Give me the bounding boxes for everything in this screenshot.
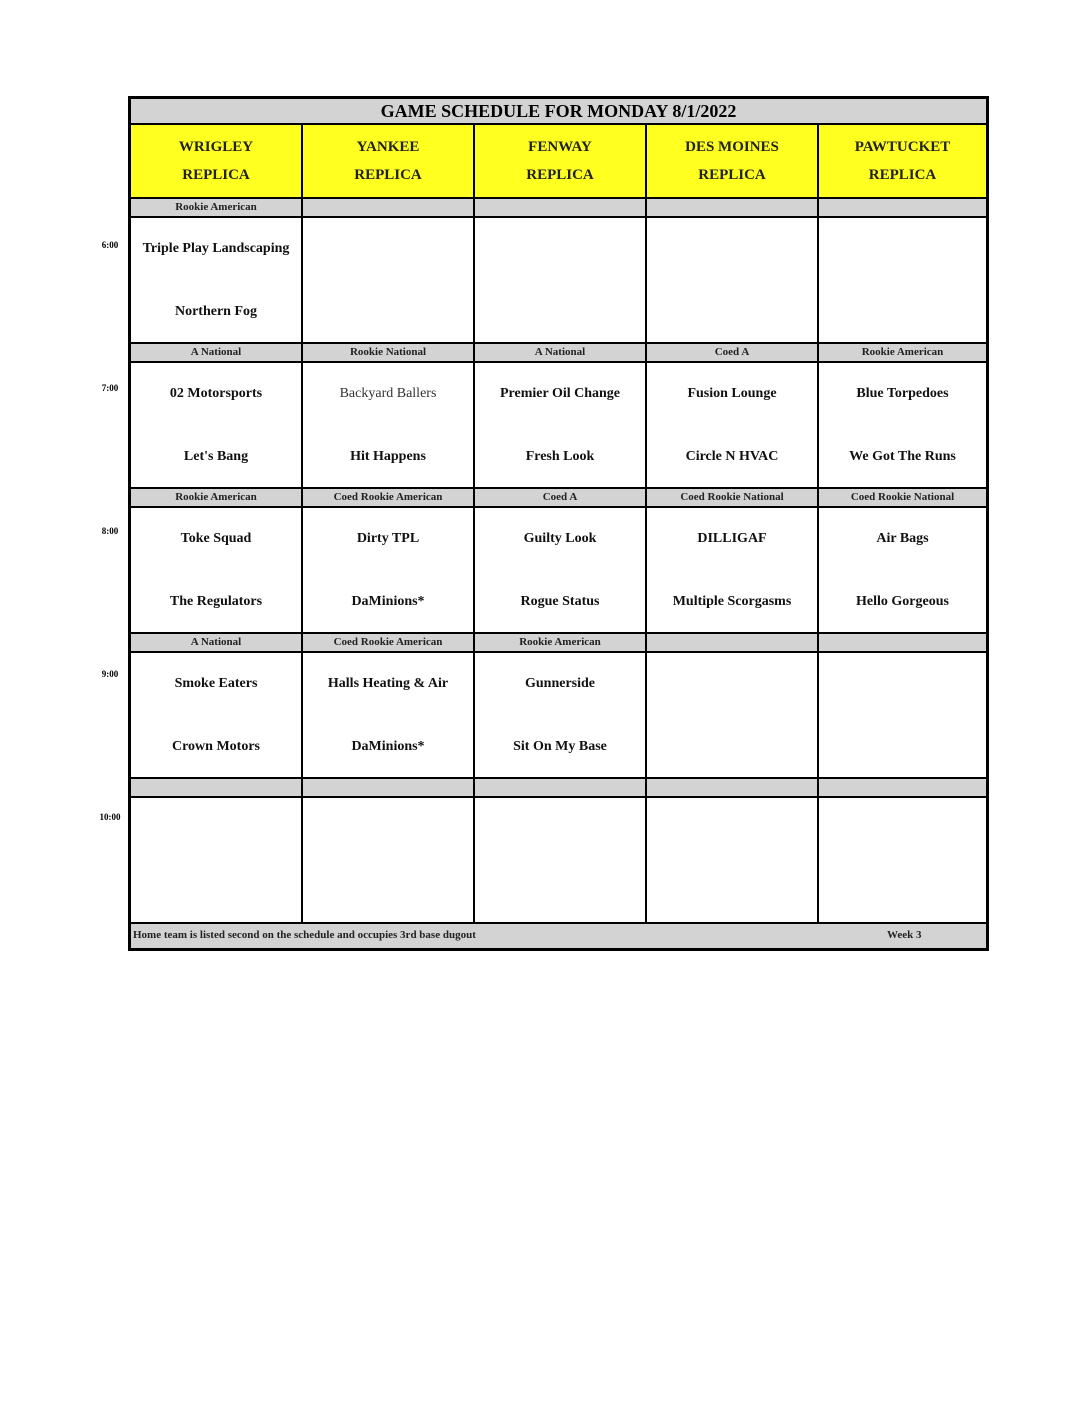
home-team: Multiple Scorgasms bbox=[672, 594, 792, 609]
schedule-title: GAME SCHEDULE FOR MONDAY 8/1/2022 bbox=[131, 99, 986, 125]
division-label: Coed Rookie American bbox=[303, 489, 475, 506]
away-team: Backyard Ballers bbox=[339, 386, 437, 401]
game-cell bbox=[475, 363, 647, 487]
division-label bbox=[819, 634, 986, 651]
home-team: Let's Bang bbox=[183, 449, 249, 464]
game-cell bbox=[647, 363, 819, 487]
away-team: Blue Torpedoes bbox=[856, 386, 949, 401]
game-cell bbox=[819, 218, 986, 342]
game-cell bbox=[303, 798, 475, 922]
time-label-6: 6:00 bbox=[101, 240, 119, 250]
home-team: Fresh Look bbox=[525, 449, 595, 464]
division-label bbox=[647, 779, 819, 796]
game-cell bbox=[647, 508, 819, 632]
division-label: Coed Rookie American bbox=[303, 634, 475, 651]
away-team: Smoke Eaters bbox=[174, 676, 258, 691]
division-label: Coed A bbox=[647, 344, 819, 361]
footer-row bbox=[131, 924, 986, 948]
game-cell bbox=[303, 363, 475, 487]
game-cell bbox=[819, 363, 986, 487]
home-team: DaMinions* bbox=[351, 594, 425, 609]
game-row bbox=[131, 798, 986, 924]
division-label bbox=[303, 199, 475, 216]
home-team: Northern Fog bbox=[174, 304, 258, 319]
division-label bbox=[819, 199, 986, 216]
game-row bbox=[131, 653, 986, 779]
game-cell bbox=[475, 218, 647, 342]
away-team: Dirty TPL bbox=[356, 531, 420, 546]
game-row bbox=[131, 363, 986, 489]
game-cell bbox=[475, 653, 647, 777]
away-team: DILLIGAF bbox=[697, 531, 767, 546]
division-label: Rookie American bbox=[475, 634, 647, 651]
home-team-note: Home team is listed second on the schedule and occupies 3rd base dugout bbox=[133, 929, 476, 941]
time-label-9: 9:00 bbox=[101, 669, 119, 679]
venue-fenway: FENWAY REPLICA bbox=[475, 125, 647, 197]
division-label bbox=[819, 779, 986, 796]
game-cell bbox=[647, 653, 819, 777]
division-row bbox=[131, 489, 986, 508]
game-cell bbox=[819, 798, 986, 922]
division-label: Rookie American bbox=[861, 346, 944, 358]
time-label-10: 10:00 bbox=[99, 812, 121, 822]
division-label: Coed Rookie National bbox=[850, 491, 955, 503]
home-team: Crown Motors bbox=[171, 739, 260, 754]
division-label: Rookie American bbox=[131, 199, 303, 216]
away-team: Air Bags bbox=[876, 531, 929, 546]
away-team: Toke Squad bbox=[180, 531, 252, 546]
game-cell bbox=[131, 653, 303, 777]
game-cell bbox=[131, 363, 303, 487]
division-label: A National bbox=[131, 344, 303, 361]
division-label bbox=[647, 634, 819, 651]
schedule-table bbox=[128, 96, 989, 951]
home-team: We Got The Runs bbox=[849, 449, 956, 464]
time-label-8: 8:00 bbox=[101, 526, 119, 536]
division-row bbox=[131, 199, 986, 218]
division-label: A National bbox=[131, 634, 303, 651]
home-team: Circle N HVAC bbox=[685, 449, 779, 464]
division-row bbox=[131, 779, 986, 798]
division-row bbox=[131, 344, 986, 363]
division-label: Coed A bbox=[475, 489, 647, 506]
away-team: Gunnerside bbox=[524, 676, 595, 691]
home-team: Hello Gorgeous bbox=[856, 594, 949, 609]
venue-des-moines: DES MOINES REPLICA bbox=[647, 125, 819, 197]
division-label: Rookie National bbox=[303, 344, 475, 361]
game-row bbox=[131, 218, 986, 344]
venue-wrigley: WRIGLEY REPLICA bbox=[131, 125, 303, 197]
game-cell bbox=[475, 798, 647, 922]
away-team: Fusion Lounge bbox=[687, 386, 777, 401]
game-cell bbox=[475, 508, 647, 632]
game-cell bbox=[647, 218, 819, 342]
division-label: Rookie American bbox=[131, 489, 303, 506]
away-team: 02 Motorsports bbox=[169, 386, 263, 401]
division-label bbox=[475, 779, 647, 796]
division-label bbox=[131, 779, 303, 796]
division-label: Coed Rookie National bbox=[647, 489, 819, 506]
time-label-7: 7:00 bbox=[101, 383, 119, 393]
game-cell bbox=[131, 508, 303, 632]
venue-yankee: YANKEE REPLICA bbox=[303, 125, 475, 197]
game-cell bbox=[303, 653, 475, 777]
away-team: Triple Play Landscaping bbox=[142, 241, 290, 256]
home-team: The Regulators bbox=[169, 594, 263, 609]
home-team: DaMinions* bbox=[351, 739, 425, 754]
week-label: Week 3 bbox=[887, 929, 922, 941]
away-team: Guilty Look bbox=[523, 531, 597, 546]
home-team: Rogue Status bbox=[520, 594, 600, 609]
division-label: A National bbox=[475, 344, 647, 361]
division-label bbox=[303, 779, 475, 796]
venue-pawtucket: PAWTUCKET REPLICA bbox=[854, 139, 951, 183]
home-team: Hit Happens bbox=[350, 449, 426, 464]
game-cell bbox=[303, 218, 475, 342]
game-row bbox=[131, 508, 986, 634]
venue-header-row bbox=[131, 125, 986, 199]
division-label bbox=[475, 199, 647, 216]
division-label bbox=[647, 199, 819, 216]
game-cell bbox=[819, 508, 986, 632]
division-row bbox=[131, 634, 986, 653]
game-cell bbox=[819, 653, 986, 777]
home-team: Sit On My Base bbox=[513, 739, 607, 754]
game-cell bbox=[131, 218, 303, 342]
game-cell bbox=[131, 798, 303, 922]
game-cell bbox=[303, 508, 475, 632]
away-team: Halls Heating & Air bbox=[327, 676, 449, 691]
game-cell bbox=[647, 798, 819, 922]
away-team: Premier Oil Change bbox=[499, 386, 621, 401]
